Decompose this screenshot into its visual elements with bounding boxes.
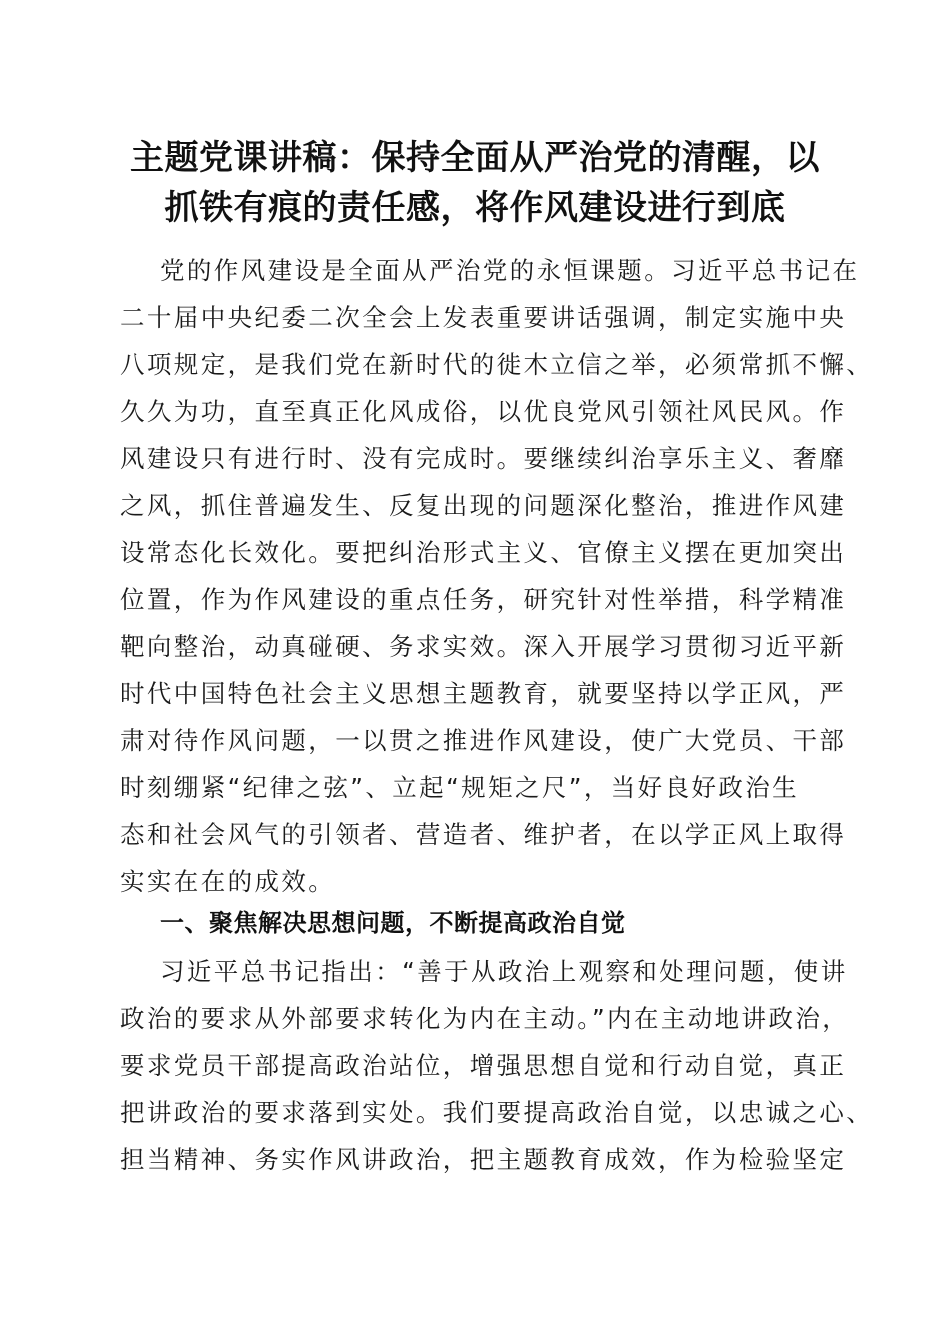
paragraph-line: 担当精神、务实作风讲政治，把主题教育成效，作为检验坚定 <box>120 1145 847 1174</box>
paragraph-line: 二十届中央纪委二次全会上发表重要讲话强调，制定实施中央 <box>120 303 847 332</box>
paragraph-line: 要求党员干部提高政治站位，增强思想自觉和行动自觉，真正 <box>120 1051 847 1080</box>
paragraph-line: 之风，抓住普遍发生、反复出现的问题深化整治，推进作风建 <box>120 491 847 520</box>
paragraph-line: 久久为功，直至真正化风成俗，以优良党风引领社风民风。作 <box>120 397 847 426</box>
paragraph-line: 八项规定，是我们党在新时代的徙木立信之举，必须常抓不懈、 <box>120 350 874 379</box>
title-line: 主题党课讲稿：保持全面从严治党的清醒，以 <box>130 138 820 178</box>
paragraph-line: 把讲政治的要求落到实处。我们要提高政治自觉，以忠诚之心、 <box>120 1098 874 1127</box>
title-line: 抓铁有痕的责任感，将作风建设进行到底 <box>164 188 786 228</box>
paragraph-line: 习近平总书记指出：“善于从政治上观察和处理问题，使讲 <box>160 957 848 986</box>
section-heading: 一、聚焦解决思想问题，不断提高政治自觉 <box>160 909 626 937</box>
document-title <box>100 133 850 233</box>
paragraph-section-1 <box>120 948 874 1183</box>
paragraph-line: 时刻绷紧“纪律之弦”、立起“规矩之尺”，当好良好政治生 <box>120 773 800 802</box>
paragraph-line: 设常态化长效化。要把纠治形式主义、官僚主义摆在更加突出 <box>120 538 847 567</box>
paragraph-line: 实实在在的成效。 <box>120 867 336 896</box>
paragraph-line: 政治的要求从外部要求转化为内在主动。”内在主动地讲政治， <box>120 1004 850 1033</box>
paragraph-line: 肃对待作风问题，一以贯之推进作风建设，使广大党员、干部 <box>120 726 847 755</box>
paragraph-line: 态和社会风气的引领者、营造者、维护者，在以学正风上取得 <box>120 820 847 849</box>
paragraph-line: 党的作风建设是全面从严治党的永恒课题。习近平总书记在 <box>160 256 860 285</box>
paragraph-intro <box>120 247 874 905</box>
paragraph-line: 风建设只有进行时、没有完成时。要继续纠治享乐主义、奢靡 <box>120 444 847 473</box>
paragraph-line: 时代中国特色社会主义思想主题教育，就要坚持以学正风，严 <box>120 679 847 708</box>
paragraph-line: 靶向整治，动真碰硬、务求实效。深入开展学习贯彻习近平新 <box>120 632 847 661</box>
paragraph-line: 位置，作为作风建设的重点任务，研究针对性举措，科学精准 <box>120 585 847 614</box>
